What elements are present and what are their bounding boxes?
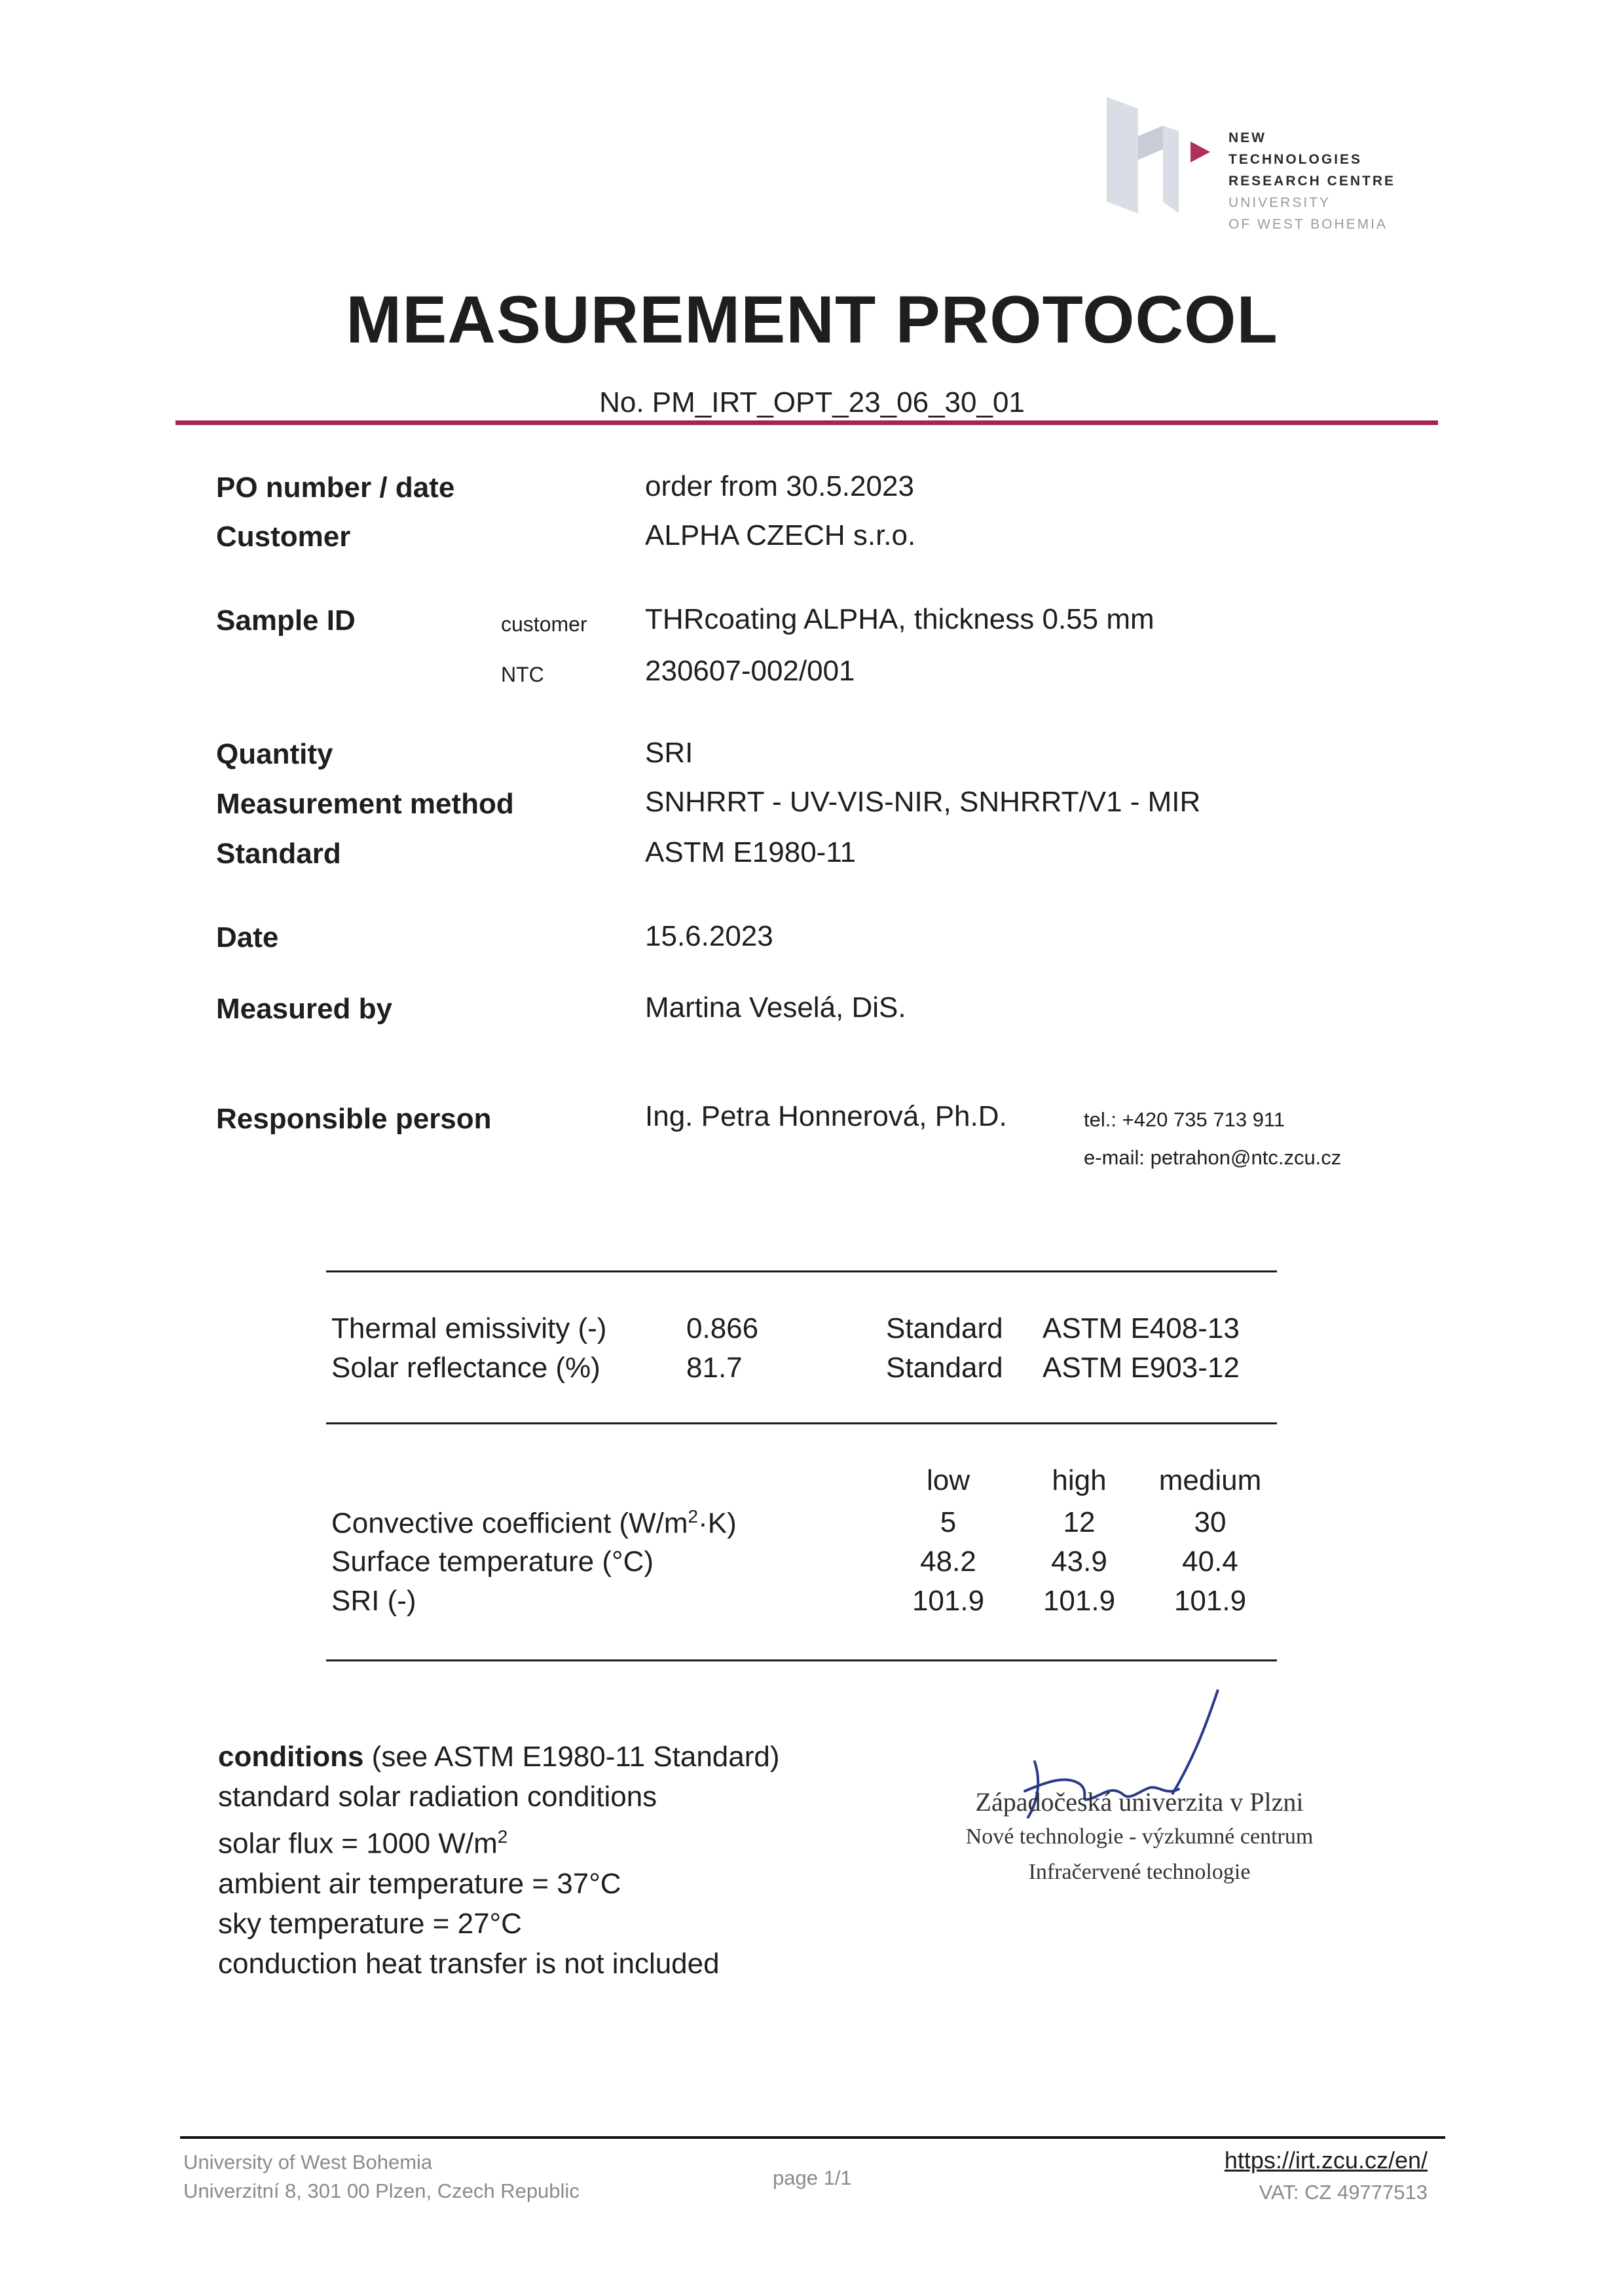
emissivity-std: ASTM E408-13	[1043, 1312, 1240, 1344]
responsible-tel: tel.: +420 735 713 911	[1084, 1108, 1285, 1131]
sample-ntc-value: 230607-002/001	[645, 655, 855, 687]
convective-medium: 30	[1194, 1506, 1227, 1538]
sample-customer-sub: customer	[501, 612, 587, 636]
date-label: Date	[216, 921, 279, 954]
conditions-line-4: sky temperature = 27°C	[218, 1907, 522, 1940]
footer-address: Univerzitní 8, 301 00 Plzen, Czech Republic	[183, 2179, 580, 2202]
logo-triangle-icon	[1190, 141, 1210, 162]
table-bottom-rule	[326, 1659, 1277, 1661]
customer-value: ALPHA CZECH s.r.o.	[645, 519, 916, 551]
responsible-value: Ing. Petra Honnerová, Ph.D.	[645, 1100, 1007, 1132]
conditions-line-3: ambient air temperature = 37°C	[218, 1867, 621, 1900]
standard-label: Standard	[216, 838, 341, 870]
measured-by-value: Martina Veselá, DiS.	[645, 991, 906, 1024]
surface-temp-name: Surface temperature (°C)	[331, 1546, 654, 1578]
convective-high: 12	[1063, 1506, 1096, 1538]
convective-low: 5	[940, 1506, 957, 1538]
footer-university: University of West Bohemia	[183, 2151, 433, 2174]
logo-line-1: NEW TECHNOLOGIES	[1228, 130, 1363, 167]
stamp-line-3: Infračervené technologie	[1028, 1860, 1251, 1884]
sample-ntc-sub: NTC	[501, 663, 544, 686]
table-top-rule	[326, 1270, 1277, 1272]
method-label: Measurement method	[216, 788, 514, 820]
conditions-line-2: solar flux = 1000 $W/m^2$	[218, 1826, 508, 1860]
reflectance-std: ASTM E903-12	[1043, 1352, 1240, 1384]
header-medium: medium	[1158, 1464, 1262, 1496]
sample-customer-value: THRcoating ALPHA, thickness 0.55 mm	[645, 603, 1154, 635]
conditions-line-5: conduction heat transfer is not included	[218, 1947, 720, 1980]
sample-id-label: Sample ID	[216, 604, 356, 637]
reflectance-name: Solar reflectance (%)	[331, 1352, 600, 1384]
method-value: SNHRRT - UV-VIS-NIR, SNHRRT/V1 - MIR	[645, 786, 1201, 818]
table-middle-rule	[326, 1422, 1277, 1424]
quantity-value: SRI	[645, 737, 693, 769]
footer-rule	[180, 2136, 1445, 2139]
customer-label: Customer	[216, 521, 351, 553]
date-value: 15.6.2023	[645, 920, 773, 952]
responsible-label: Responsible person	[216, 1103, 492, 1135]
stamp-line-2: Nové technologie - výzkumné centrum	[965, 1824, 1314, 1849]
conditions-line-1: standard solar radiation conditions	[218, 1781, 657, 1813]
sri-name: SRI (-)	[331, 1585, 416, 1617]
conditions-block	[218, 1737, 780, 1984]
sri-high: 101.9	[1043, 1585, 1116, 1617]
surface-temp-high: 43.9	[1051, 1546, 1107, 1578]
ntc-logo	[1107, 97, 1401, 232]
protocol-number: No. PM_IRT_OPT_23_06_30_01	[599, 386, 1025, 418]
quantity-label: Quantity	[216, 738, 333, 770]
title-divider	[175, 420, 1438, 425]
logo-line-2: RESEARCH CENTRE	[1228, 174, 1396, 189]
conditions-heading: conditions (see ASTM E1980-11 Standard)	[218, 1741, 780, 1773]
surface-temp-low: 48.2	[920, 1546, 976, 1578]
stamp-line-1: Západočeská univerzita v Plzni	[975, 1787, 1304, 1817]
logo-line-3: UNIVERSITY	[1228, 195, 1331, 210]
header-low: low	[926, 1464, 970, 1496]
standard-value: ASTM E1980-11	[645, 836, 857, 868]
reflectance-std-label: Standard	[886, 1352, 1003, 1384]
measured-by-label: Measured by	[216, 993, 392, 1025]
surface-temp-medium: 40.4	[1182, 1546, 1238, 1578]
reflectance-value: 81.7	[686, 1352, 743, 1384]
emissivity-std-label: Standard	[886, 1312, 1003, 1344]
po-label: PO number / date	[216, 472, 455, 504]
emissivity-value: 0.866	[686, 1312, 759, 1344]
footer-page-number: page 1/1	[773, 2166, 852, 2189]
logo-line-4: OF WEST BOHEMIA	[1228, 217, 1388, 232]
page-title: MEASUREMENT PROTOCOL	[346, 282, 1278, 357]
header-high: high	[1052, 1464, 1107, 1496]
footer-website-link[interactable]: https://irt.zcu.cz/en/	[1224, 2147, 1428, 2174]
sri-medium: 101.9	[1173, 1585, 1247, 1617]
emissivity-name: Thermal emissivity (-)	[331, 1312, 607, 1344]
convective-name: Convective coefficient $(W/m^2\cdot K)$	[331, 1506, 737, 1540]
responsible-email[interactable]: e-mail: petrahon@ntc.zcu.cz	[1084, 1146, 1342, 1169]
po-value: order from 30.5.2023	[645, 470, 914, 502]
footer-vat: VAT: CZ 49777513	[1259, 2181, 1428, 2204]
ntc-logo-icon	[1107, 97, 1179, 215]
sri-low: 101.9	[912, 1585, 985, 1617]
